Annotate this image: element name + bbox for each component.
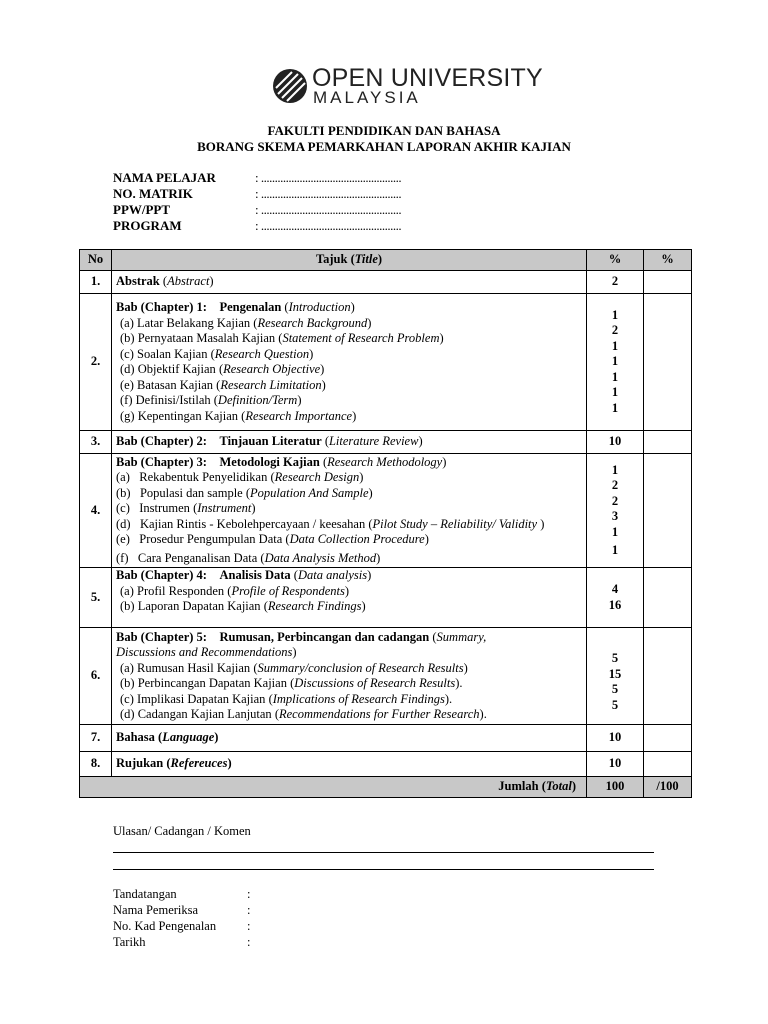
allocated-pct-list — [587, 454, 644, 568]
row-number: 1. — [80, 271, 112, 294]
item-text-en: Definition/Term — [217, 393, 298, 407]
signature-row — [113, 887, 250, 903]
total-label: Jumlah — [498, 779, 539, 794]
row-title: Abstrak (Abstract) — [112, 271, 587, 294]
total-label-en: Total — [545, 779, 572, 794]
chapter-heading: Bab (Chapter) 4: Analisis Data (Data analysis) — [116, 568, 372, 582]
item-pct: 1 — [611, 524, 619, 539]
field-row — [113, 170, 401, 186]
item-pct: 1 — [611, 307, 619, 322]
item-letter: (b) — [120, 599, 135, 613]
item-text: Cadangan Kajian Lanjutan — [137, 707, 272, 721]
table-row — [80, 454, 692, 568]
list-item: (e) Prosedur Pengumpulan Data (Data Collection Procedure) — [116, 532, 429, 547]
item-letter: (a) — [120, 583, 134, 598]
score-cell[interactable] — [644, 431, 692, 454]
section-title-en: Data analysis — [297, 568, 368, 582]
chapter-label: Bab (Chapter) 4: — [116, 568, 207, 582]
signature-label: No. Kad Pengenalan — [113, 919, 217, 933]
item-text: Definisi/Istilah — [135, 393, 211, 407]
item-pct: 2 — [611, 478, 619, 492]
allocated-pct-list — [587, 294, 644, 431]
item-letter: (c) — [120, 346, 134, 361]
item-text: Kajian Rintis - Kebolehpercayaan / keesahan — [139, 516, 366, 531]
section-title: Pengenalan — [219, 300, 282, 314]
item-pct: 1 — [611, 400, 619, 415]
chapter-heading-cont: Discussions and Recommendations) — [116, 645, 297, 659]
comments-label: Ulasan/ Cadangan / Komen — [113, 824, 251, 838]
table-row — [80, 294, 692, 431]
item-text: Perbincangan Dapatan Kajian — [137, 676, 287, 690]
item-letter: (d) — [120, 707, 135, 721]
signature-row — [113, 919, 250, 935]
item-pct: 1 — [611, 354, 619, 369]
score-cell[interactable] — [644, 568, 692, 628]
allocated-pct-list — [587, 628, 644, 725]
chapter-heading: Bab (Chapter) 1: Pengenalan (Introduction) — [116, 300, 355, 314]
oum-globe-icon — [272, 68, 308, 104]
item-text-en: Research Background — [257, 315, 368, 330]
table-row — [80, 431, 692, 454]
item-letter: (a) — [116, 470, 130, 485]
row-number: 4. — [80, 454, 112, 568]
item-letter: (f) — [116, 550, 129, 565]
header-title-main: Tajuk — [315, 252, 348, 267]
item-pct: 5 — [611, 697, 619, 712]
item-letter: (g) — [120, 408, 135, 423]
item-letter: (b) — [116, 485, 131, 500]
item-letter: (b) — [120, 331, 135, 345]
item-text-en: Pilot Study – Reliability/ Validity — [372, 516, 538, 531]
open-university-malaysia-logo — [272, 64, 543, 110]
item-text: Instrumen — [139, 501, 190, 516]
total-row — [80, 777, 692, 798]
item-letter: (b) — [120, 676, 135, 690]
row-title: Bab (Chapter) 2: Tinjauan Literatur (Literature Review) — [112, 431, 587, 454]
section-title-en: Language — [162, 730, 215, 745]
item-letter: (f) — [120, 393, 133, 407]
item-letter: (a) — [120, 315, 134, 330]
list-item: (b) Perbincangan Dapatan Kajian (Discussions of Research Results). — [120, 676, 463, 690]
total-label-cell: Jumlah (Total) — [80, 777, 587, 798]
list-item: (c) Soalan Kajian (Research Question) — [120, 346, 314, 361]
score-cell[interactable] — [644, 454, 692, 568]
list-item: (b) Populasi dan sample (Population And Sample) — [116, 485, 373, 500]
allocated-pct: 10 — [587, 752, 644, 777]
item-text: Kepentingan Kajian — [137, 408, 239, 423]
item-text: Implikasi Dapatan Kajian — [137, 691, 266, 706]
section-title-en: Abstract — [167, 274, 210, 289]
list-item: (a) Profil Responden (Profile of Respondents) — [120, 583, 350, 598]
item-text-en: Summary/conclusion of Research Results — [257, 660, 464, 675]
item-text-en: Research Limitation — [220, 377, 322, 392]
list-item: (e) Batasan Kajian (Research Limitation) — [120, 377, 326, 392]
item-text: Populasi dan sample — [139, 485, 243, 500]
item-letter: (a) — [120, 660, 134, 675]
item-text: Laporan Dapatan Kajian — [137, 599, 261, 613]
item-pct: 1 — [611, 385, 619, 400]
item-text-en: Statement of Research Problem — [282, 331, 440, 345]
item-text-en: Research Design — [274, 470, 360, 485]
score-cell[interactable] — [644, 725, 692, 752]
list-item: (a) Rekabentuk Penyelidikan (Research Design) — [116, 470, 364, 485]
comment-line[interactable] — [113, 852, 654, 853]
section-title: Rujukan — [116, 756, 164, 771]
item-text-en: Research Objective — [223, 362, 321, 376]
field-row — [113, 202, 401, 218]
header-pct-allocated: % — [587, 250, 644, 271]
row-number: 3. — [80, 431, 112, 454]
item-pct: 4 — [611, 582, 619, 596]
list-item: (f) Cara Penganalisan Data (Data Analysis Method) — [116, 550, 381, 565]
item-text: Pernyataan Masalah Kajian — [137, 331, 276, 345]
field-label: NO. MATRIK — [113, 186, 193, 201]
total-pct: 100 — [587, 777, 644, 798]
section-title: Analisis Data — [219, 568, 291, 582]
score-cell[interactable] — [644, 752, 692, 777]
list-item: (a) Rumusan Hasil Kajian (Summary/conclusion of Research Results) — [120, 660, 468, 675]
item-text-en: Discussions of Research Results — [294, 676, 456, 690]
list-item: (d) Kajian Rintis - Kebolehpercayaan / keesahan (Pilot Study – Reliability/ Validity ) — [116, 516, 545, 531]
field-value[interactable]: : ................................................... — [255, 202, 402, 217]
item-text-en: Research Importance — [245, 408, 353, 423]
allocated-pct-list — [587, 568, 644, 628]
comment-line[interactable] — [113, 869, 654, 870]
item-text: Rumusan Hasil Kajian — [137, 660, 251, 675]
item-text: Profil Responden — [137, 583, 225, 598]
row-title — [112, 454, 587, 568]
row-number: 6. — [80, 628, 112, 725]
list-item: (b) Laporan Dapatan Kajian (Research Findings) — [120, 599, 366, 613]
table-row — [80, 271, 692, 294]
signature-value[interactable]: : — [247, 919, 251, 933]
item-pct: 5 — [611, 651, 619, 665]
row-title — [112, 568, 587, 628]
logo-text-line2: MALAYSIA — [313, 88, 421, 107]
header-no: No — [80, 250, 112, 271]
item-pct: 15 — [608, 666, 622, 681]
field-label: NAMA PELAJAR — [113, 170, 216, 185]
item-letter: (e) — [116, 532, 130, 547]
chapter-label: Bab (Chapter) 1: — [116, 300, 207, 314]
marking-scheme-table — [79, 249, 692, 798]
score-cell[interactable] — [644, 271, 692, 294]
item-text-en: Research Findings — [267, 599, 362, 613]
item-letter: (d) — [116, 516, 131, 531]
signature-value[interactable]: : — [247, 935, 251, 949]
score-cell[interactable] — [644, 628, 692, 725]
item-letter: (d) — [120, 362, 135, 376]
section-title-en: Introduction — [288, 300, 351, 314]
section-title: Bahasa — [116, 730, 155, 745]
item-text: Latar Belakang Kajian — [137, 315, 251, 330]
item-pct: 1 — [611, 462, 619, 477]
item-pct: 1 — [611, 338, 619, 353]
section-title-en: Summary, — [436, 629, 487, 644]
signature-row — [113, 935, 250, 951]
item-text-en: Data Collection Procedure — [289, 532, 425, 547]
chapter-heading: Bab (Chapter) 5: Rumusan, Perbincangan dan cadangan (Summary, — [116, 629, 487, 644]
signature-label: Nama Pemeriksa — [113, 903, 199, 917]
item-text: Soalan Kajian — [137, 346, 208, 361]
section-title-en: Literature Review — [328, 434, 419, 449]
table-row — [80, 725, 692, 752]
header-title: Tajuk (Title) — [112, 250, 587, 271]
section-title-en: Research Methodology — [327, 454, 443, 469]
section-title: Tinjauan Literatur — [219, 434, 322, 449]
item-text-en: Research Question — [214, 346, 310, 361]
section-title: Rumusan, Perbincangan dan cadangan — [219, 629, 430, 644]
field-label: PPW/PPT — [113, 202, 171, 217]
student-info — [113, 170, 401, 234]
item-letter: (e) — [120, 377, 134, 392]
row-number: 7. — [80, 725, 112, 752]
chapter-heading: Bab (Chapter) 3: Metodologi Kajian (Research Methodology) — [116, 454, 447, 469]
item-pct: 16 — [608, 597, 622, 612]
field-label: PROGRAM — [113, 218, 182, 233]
item-pct: 2 — [611, 493, 619, 508]
score-cell[interactable] — [644, 294, 692, 431]
row-title — [112, 294, 587, 431]
section-title: Abstrak — [116, 274, 160, 289]
list-item: (d) Cadangan Kajian Lanjutan (Recommendations for Further Research). — [120, 707, 487, 721]
total-score[interactable]: /100 — [644, 777, 692, 798]
field-value[interactable]: : ................................................... — [255, 218, 402, 233]
item-text-en: Instrument — [197, 501, 252, 516]
list-item: (g) Kepentingan Kajian (Research Importance) — [120, 408, 357, 423]
item-letter: (c) — [120, 691, 134, 706]
section-title-en: Refereuces — [170, 756, 228, 771]
list-item: (c) Implikasi Dapatan Kajian (Implications of Research Findings). — [120, 691, 453, 706]
chapter-label: Bab (Chapter) 3: — [116, 454, 207, 469]
row-title: Bahasa (Language) — [112, 725, 587, 752]
table-row — [80, 752, 692, 777]
list-item: (f) Definisi/Istilah (Definition/Term) — [120, 393, 302, 407]
field-row — [113, 186, 401, 202]
signature-block — [113, 887, 250, 951]
item-text-en: Data Analysis Method — [264, 550, 377, 565]
row-number: 5. — [80, 568, 112, 628]
list-item: (d) Objektif Kajian (Research Objective) — [120, 362, 325, 376]
allocated-pct: 10 — [587, 431, 644, 454]
row-title: Rujukan (Refereuces) — [112, 752, 587, 777]
row-number: 2. — [80, 294, 112, 431]
field-value[interactable]: : ................................................... — [255, 170, 402, 185]
form-title: BORANG SKEMA PEMARKAHAN LAPORAN AKHIR KAJIAN — [197, 139, 571, 154]
item-pct: 1 — [611, 543, 619, 557]
list-item: (c) Instrumen (Instrument) — [116, 501, 256, 516]
item-pct: 5 — [611, 682, 619, 696]
table-header-row — [80, 250, 692, 271]
list-item: (b) Pernyataan Masalah Kajian (Statement of Research Problem) — [120, 331, 444, 345]
item-text-en: Population And Sample — [250, 485, 369, 500]
logo-text-line1: OPEN UNIVERSITY — [312, 64, 543, 92]
item-text-en: Implications of Research Findings — [272, 691, 445, 706]
faculty-heading: FAKULTI PENDIDIKAN DAN BAHASA — [267, 123, 501, 138]
item-text: Objektif Kajian — [137, 362, 216, 376]
item-text: Cara Penganalisan Data — [137, 550, 258, 565]
row-title — [112, 628, 587, 725]
item-pct: 2 — [611, 323, 619, 338]
item-pct: 3 — [611, 509, 619, 523]
signature-label: Tandatangan — [113, 887, 177, 901]
signature-value[interactable]: : — [247, 887, 251, 901]
section-title-en-cont: Discussions and Recommendations — [116, 645, 293, 659]
item-text: Prosedur Pengumpulan Data — [139, 532, 283, 547]
allocated-pct: 2 — [587, 271, 644, 294]
item-text: Rekabentuk Penyelidikan — [139, 470, 268, 485]
chapter-label: Bab (Chapter) 5: — [116, 629, 207, 644]
table-row — [80, 628, 692, 725]
header-pct-score: % — [644, 250, 692, 271]
item-text-en: Recommendations for Further Research — [278, 707, 480, 721]
section-title: Metodologi Kajian — [219, 454, 320, 469]
chapter-label: Bab (Chapter) 2: — [116, 434, 207, 449]
field-row — [113, 218, 401, 234]
signature-label: Tarikh — [113, 935, 146, 949]
allocated-pct: 10 — [587, 725, 644, 752]
item-letter: (c) — [116, 501, 130, 516]
item-text: Batasan Kajian — [137, 377, 214, 392]
header-title-en: Title — [354, 252, 378, 267]
signature-value[interactable]: : — [247, 903, 251, 917]
item-pct: 1 — [611, 369, 619, 384]
field-value[interactable]: : ................................................... — [255, 186, 402, 201]
row-number: 8. — [80, 752, 112, 777]
list-item: (a) Latar Belakang Kajian (Research Background) — [120, 315, 372, 330]
signature-row — [113, 903, 250, 919]
table-row — [80, 568, 692, 628]
item-text-en: Profile of Respondents — [231, 583, 345, 598]
